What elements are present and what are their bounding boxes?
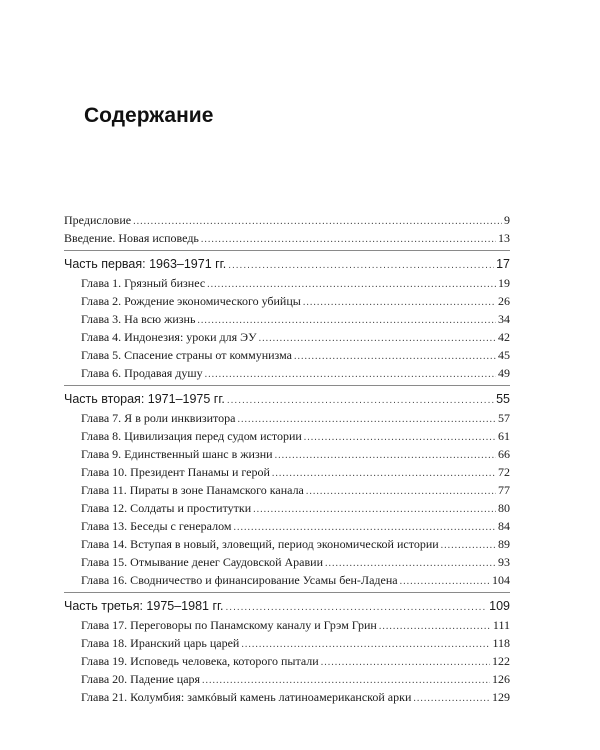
page-number: 109 [489,599,510,613]
dot-leader [441,537,496,555]
toc-chapter-entry[interactable] [64,634,510,652]
page-number: 26 [498,294,510,308]
page-number: 49 [498,366,510,380]
toc-chapter-entry[interactable] [64,310,510,328]
toc-part-entry[interactable] [64,597,510,616]
page-number: 129 [492,690,510,704]
page-number: 45 [498,348,510,362]
toc-chapter-entry-title: Глава 9. Единственный шанс в жизни [81,447,273,461]
page-number: 89 [498,537,510,551]
toc-chapter-entry-title: Глава 14. Вступая в новый, зловещий, период экономической истории [81,537,439,551]
page-number: 77 [498,483,510,497]
page-number: 19 [498,276,510,290]
toc-chapter-entry[interactable] [64,652,510,670]
table-of-contents [64,211,510,706]
toc-part-entry-title: Часть третья: 1975–1981 гг. [64,599,224,613]
toc-chapter-entry[interactable] [64,571,510,589]
toc-chapter-entry[interactable] [64,688,510,706]
dot-leader [201,231,496,249]
toc-chapter-entry[interactable] [64,409,510,427]
toc-chapter-entry-title: Глава 2. Рождение экономического убийцы [81,294,301,308]
toc-chapter-entry-title: Глава 20. Падение царя [81,672,201,686]
toc-chapter-entry[interactable] [64,670,510,688]
toc-part-entry-title: Часть первая: 1963–1971 гг. [64,257,227,271]
dot-leader [205,366,496,384]
dot-leader [226,598,488,617]
page-number: 9 [504,213,510,227]
toc-chapter-entry[interactable] [64,328,510,346]
page-number: 55 [496,392,510,406]
toc-chapter-entry[interactable] [64,292,510,310]
toc-chapter-entry-title: Глава 11. Пираты в зоне Панамского канала [81,483,304,497]
dot-leader [321,654,490,672]
toc-chapter-entry-title: Глава 10. Президент Панамы и герой [81,465,270,479]
toc-part-entry[interactable] [64,255,510,274]
toc-chapter-entry[interactable] [64,427,510,445]
dot-leader [379,618,491,636]
page-number: 17 [496,257,510,271]
dot-leader [259,330,496,348]
toc-chapter-entry[interactable] [64,463,510,481]
toc-chapter-entry[interactable] [64,445,510,463]
page-number: 93 [498,555,510,569]
dot-leader [306,483,496,501]
toc-chapter-entry-title: Глава 3. На всю жизнь [81,312,196,326]
toc-entry[interactable] [64,211,510,229]
toc-chapter-entry-title: Глава 21. Колумбия: замкóвый камень латиноамериканской арки [81,690,412,704]
page-number: 66 [498,447,510,461]
dot-leader [227,391,494,410]
toc-chapter-entry[interactable] [64,499,510,517]
dot-leader [304,429,496,447]
toc-chapter-entry-title: Глава 1. Грязный бизнес [81,276,206,290]
toc-chapter-entry-title: Глава 7. Я в роли инквизитора [81,411,236,425]
toc-part-section [64,385,510,589]
dot-leader [275,447,496,465]
toc-chapter-entry-title: Глава 18. Иранский царь царей [81,636,240,650]
dot-leader [294,348,496,366]
toc-chapter-entry-title: Глава 5. Спасение страны от коммунизма [81,348,292,362]
page-number: 118 [492,636,510,650]
toc-part-entry-title: Часть вторая: 1971–1975 гг. [64,392,225,406]
page-number: 34 [498,312,510,326]
toc-chapter-entry[interactable] [64,274,510,292]
page-number: 72 [498,465,510,479]
toc-entry-title: Предисловие [64,213,132,227]
toc-chapter-entry[interactable] [64,553,510,571]
toc-chapter-entry[interactable] [64,364,510,382]
toc-chapter-entry[interactable] [64,481,510,499]
toc-entry-title: Введение. Новая исповедь [64,231,199,245]
dot-leader [400,573,490,591]
page-number: 42 [498,330,510,344]
toc-chapter-entry[interactable] [64,616,510,634]
toc-chapter-entry-title: Глава 8. Цивилизация перед судом истории [81,429,302,443]
toc-chapter-entry-title: Глава 17. Переговоры по Панамскому каналу и Грэм Грин [81,618,377,632]
dot-leader [413,690,490,708]
toc-chapter-entry-title: Глава 16. Сводничество и финансирование Усамы бен-Ладена [81,573,398,587]
toc-chapter-entry[interactable] [64,535,510,553]
page-number: 13 [498,231,510,245]
toc-chapter-entry-title: Глава 15. Отмывание денег Саудовской Аравии [81,555,323,569]
toc-chapter-entry-title: Глава 4. Индонезия: уроки для ЭУ [81,330,257,344]
toc-chapter-entry-title: Глава 12. Солдаты и проститутки [81,501,252,515]
toc-part-entry[interactable] [64,390,510,409]
toc-chapter-entry[interactable] [64,346,510,364]
toc-chapter-entry[interactable] [64,517,510,535]
page-number: 57 [498,411,510,425]
page-number: 126 [492,672,510,686]
toc-chapter-entry-title: Глава 19. Исповедь человека, которого пытали [81,654,319,668]
toc-part-section [64,592,510,706]
toc-chapter-entry-title: Глава 13. Беседы с генералом [81,519,232,533]
page-number: 104 [492,573,510,587]
dot-leader [303,294,496,312]
page-number: 111 [492,618,510,632]
page-title: Содержание [84,104,214,127]
dot-leader [253,501,496,519]
page-number: 122 [492,654,510,668]
page-number: 61 [498,429,510,443]
toc-entry[interactable] [64,229,510,247]
page-number: 80 [498,501,510,515]
dot-leader [228,256,494,275]
page-number: 84 [498,519,510,533]
dot-leader [272,465,496,483]
toc-chapter-entry-title: Глава 6. Продавая душу [81,366,203,380]
toc-part-section [64,250,510,382]
